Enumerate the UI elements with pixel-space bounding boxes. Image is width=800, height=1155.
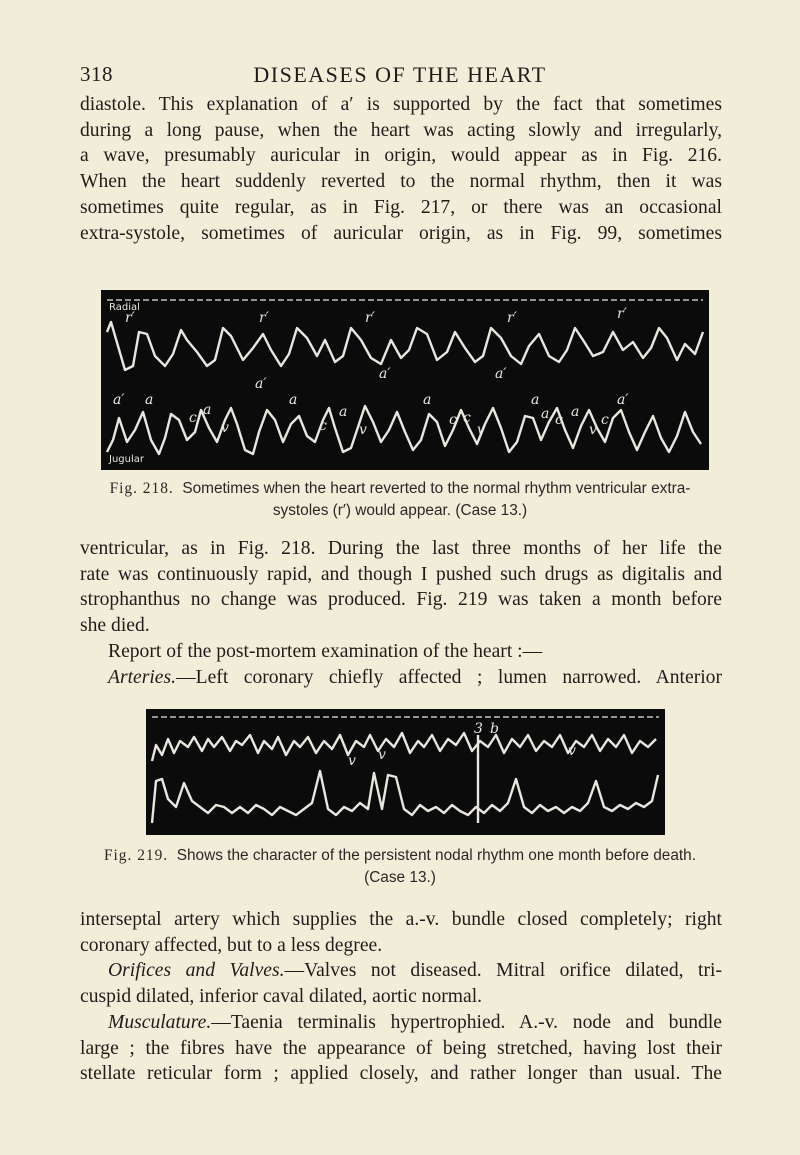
orifices-heading: Orifices and Valves. xyxy=(108,960,285,982)
figure-219-caption xyxy=(90,845,710,889)
marker-a: a xyxy=(203,402,212,418)
orifices-text: —Valves not diseased. Mitral orifice dilated, tri- xyxy=(284,960,722,982)
text-line: When the heart suddenly reverted to the normal rhythm, then it was xyxy=(80,171,722,193)
text-line: a wave, presumably auricular in origin, would appear as in Fig. 216. xyxy=(80,145,722,167)
text-line: rate was continuously rapid, and though I pushed such drugs as digitalis and xyxy=(80,563,722,585)
marker-c: c xyxy=(463,410,471,426)
text-line-orifices xyxy=(80,958,722,984)
marker-c: c xyxy=(555,412,563,428)
text-line: interseptal artery which supplies the a.-v. bundle closed completely; right xyxy=(80,909,722,930)
figure-label: Fig. 218. xyxy=(109,480,174,497)
text-line: large ; the fibres have the appearance of being stretched, having lost their xyxy=(80,1037,722,1059)
text-line-arteries xyxy=(80,665,722,691)
marker-v: v xyxy=(378,747,386,763)
figure-219-tracing xyxy=(146,709,665,835)
page-header xyxy=(80,62,720,92)
text-line-report: Report of the post-mortem examination of the heart :— xyxy=(108,640,543,662)
marker-a-prime: a′ xyxy=(113,392,125,408)
caption-text-line2: (Case 13.) xyxy=(364,869,436,886)
marker-v: v xyxy=(348,753,356,769)
marker-a: a xyxy=(339,404,348,420)
marker-a: a xyxy=(423,392,432,408)
text-line: she died. xyxy=(80,615,150,637)
figure-218-tracing xyxy=(101,290,709,470)
marker-b: b xyxy=(490,721,499,737)
marker-v: v xyxy=(568,743,576,759)
marker-v: v xyxy=(589,422,597,438)
marker-c: c xyxy=(319,418,327,434)
nodal-rhythm-upper-trace xyxy=(152,733,656,761)
arteries-text: —Left coronary chiefly affected ; lumen narrowed. Anterior xyxy=(176,666,722,688)
figure-label: Fig. 219. xyxy=(103,847,169,864)
paragraph-interseptal xyxy=(80,907,722,1087)
musculature-heading: Musculature. xyxy=(108,1011,212,1033)
page-number: 318 xyxy=(80,62,113,86)
marker-c: c xyxy=(449,412,457,428)
marker-r1: r′ xyxy=(125,310,135,326)
marker-3: 3 xyxy=(474,721,483,737)
marker-v: v xyxy=(477,422,485,438)
marker-a: a xyxy=(145,392,154,408)
caption-text: Shows the character of the persistent nodal rhythm one month before death. xyxy=(176,847,697,864)
running-head: DISEASES OF THE HEART xyxy=(253,62,547,87)
text-line: ventricular, as in Fig. 218. During the last three months of her life the xyxy=(80,538,722,559)
text-line: diastole. This explanation of a′ is supported by the fact that sometimes xyxy=(80,94,722,115)
marker-r5: r′ xyxy=(617,306,627,322)
marker-r4: r′ xyxy=(507,310,517,326)
paragraph-ventricular xyxy=(80,536,722,690)
jugular-label: Jugular xyxy=(109,454,144,465)
text-line: during a long pause, when the heart was acting slowly and irregularly, xyxy=(80,119,722,141)
caption-text: Sometimes when the heart reverted to the normal rhythm ventricular extra- xyxy=(182,480,691,497)
text-line: sometimes quite regular, as in Fig. 217, or there was an occasional xyxy=(80,196,722,218)
text-line: coronary affected, but to a less degree. xyxy=(80,934,383,956)
marker-v: v xyxy=(221,420,229,436)
marker-a: a xyxy=(541,406,550,422)
text-line: stellate reticular form ; applied closely, and rather longer than usual. The xyxy=(80,1063,722,1085)
marker-v: v xyxy=(359,422,367,438)
marker-a: a xyxy=(289,392,298,408)
text-line: extra-systole, sometimes of auricular origin, as in Fig. 99, sometimes xyxy=(80,222,722,244)
marker-r3: r′ xyxy=(365,310,375,326)
paragraph-diastole xyxy=(80,92,722,246)
marker-a-prime: a′ xyxy=(495,366,507,382)
marker-c: c xyxy=(601,412,609,428)
caption-text-line2: systoles (r′) would appear. (Case 13.) xyxy=(272,502,528,519)
marker-a-prime: a′ xyxy=(617,392,629,408)
text-line: strophanthus no change was produced. Fig. 219 was taken a month before xyxy=(80,589,722,611)
marker-a-prime: a′ xyxy=(255,376,267,392)
radial-label: Radial xyxy=(109,302,140,313)
radial-pulse-trace xyxy=(107,322,703,370)
marker-r2: r′ xyxy=(259,310,269,326)
figure-218-caption xyxy=(90,478,710,522)
marker-c: c xyxy=(189,410,197,426)
marker-a: a xyxy=(571,404,580,420)
text-line: cuspid dilated, inferior caval dilated, aortic normal. xyxy=(80,986,483,1008)
nodal-rhythm-lower-trace xyxy=(152,771,658,823)
marker-a-prime: a′ xyxy=(379,366,391,382)
text-line-musculature xyxy=(80,1010,722,1036)
arteries-heading: Arteries. xyxy=(108,666,177,688)
musculature-text: —Taenia terminalis hypertrophied. A.-v. node and bundle xyxy=(211,1011,722,1033)
marker-a: a xyxy=(531,392,540,408)
